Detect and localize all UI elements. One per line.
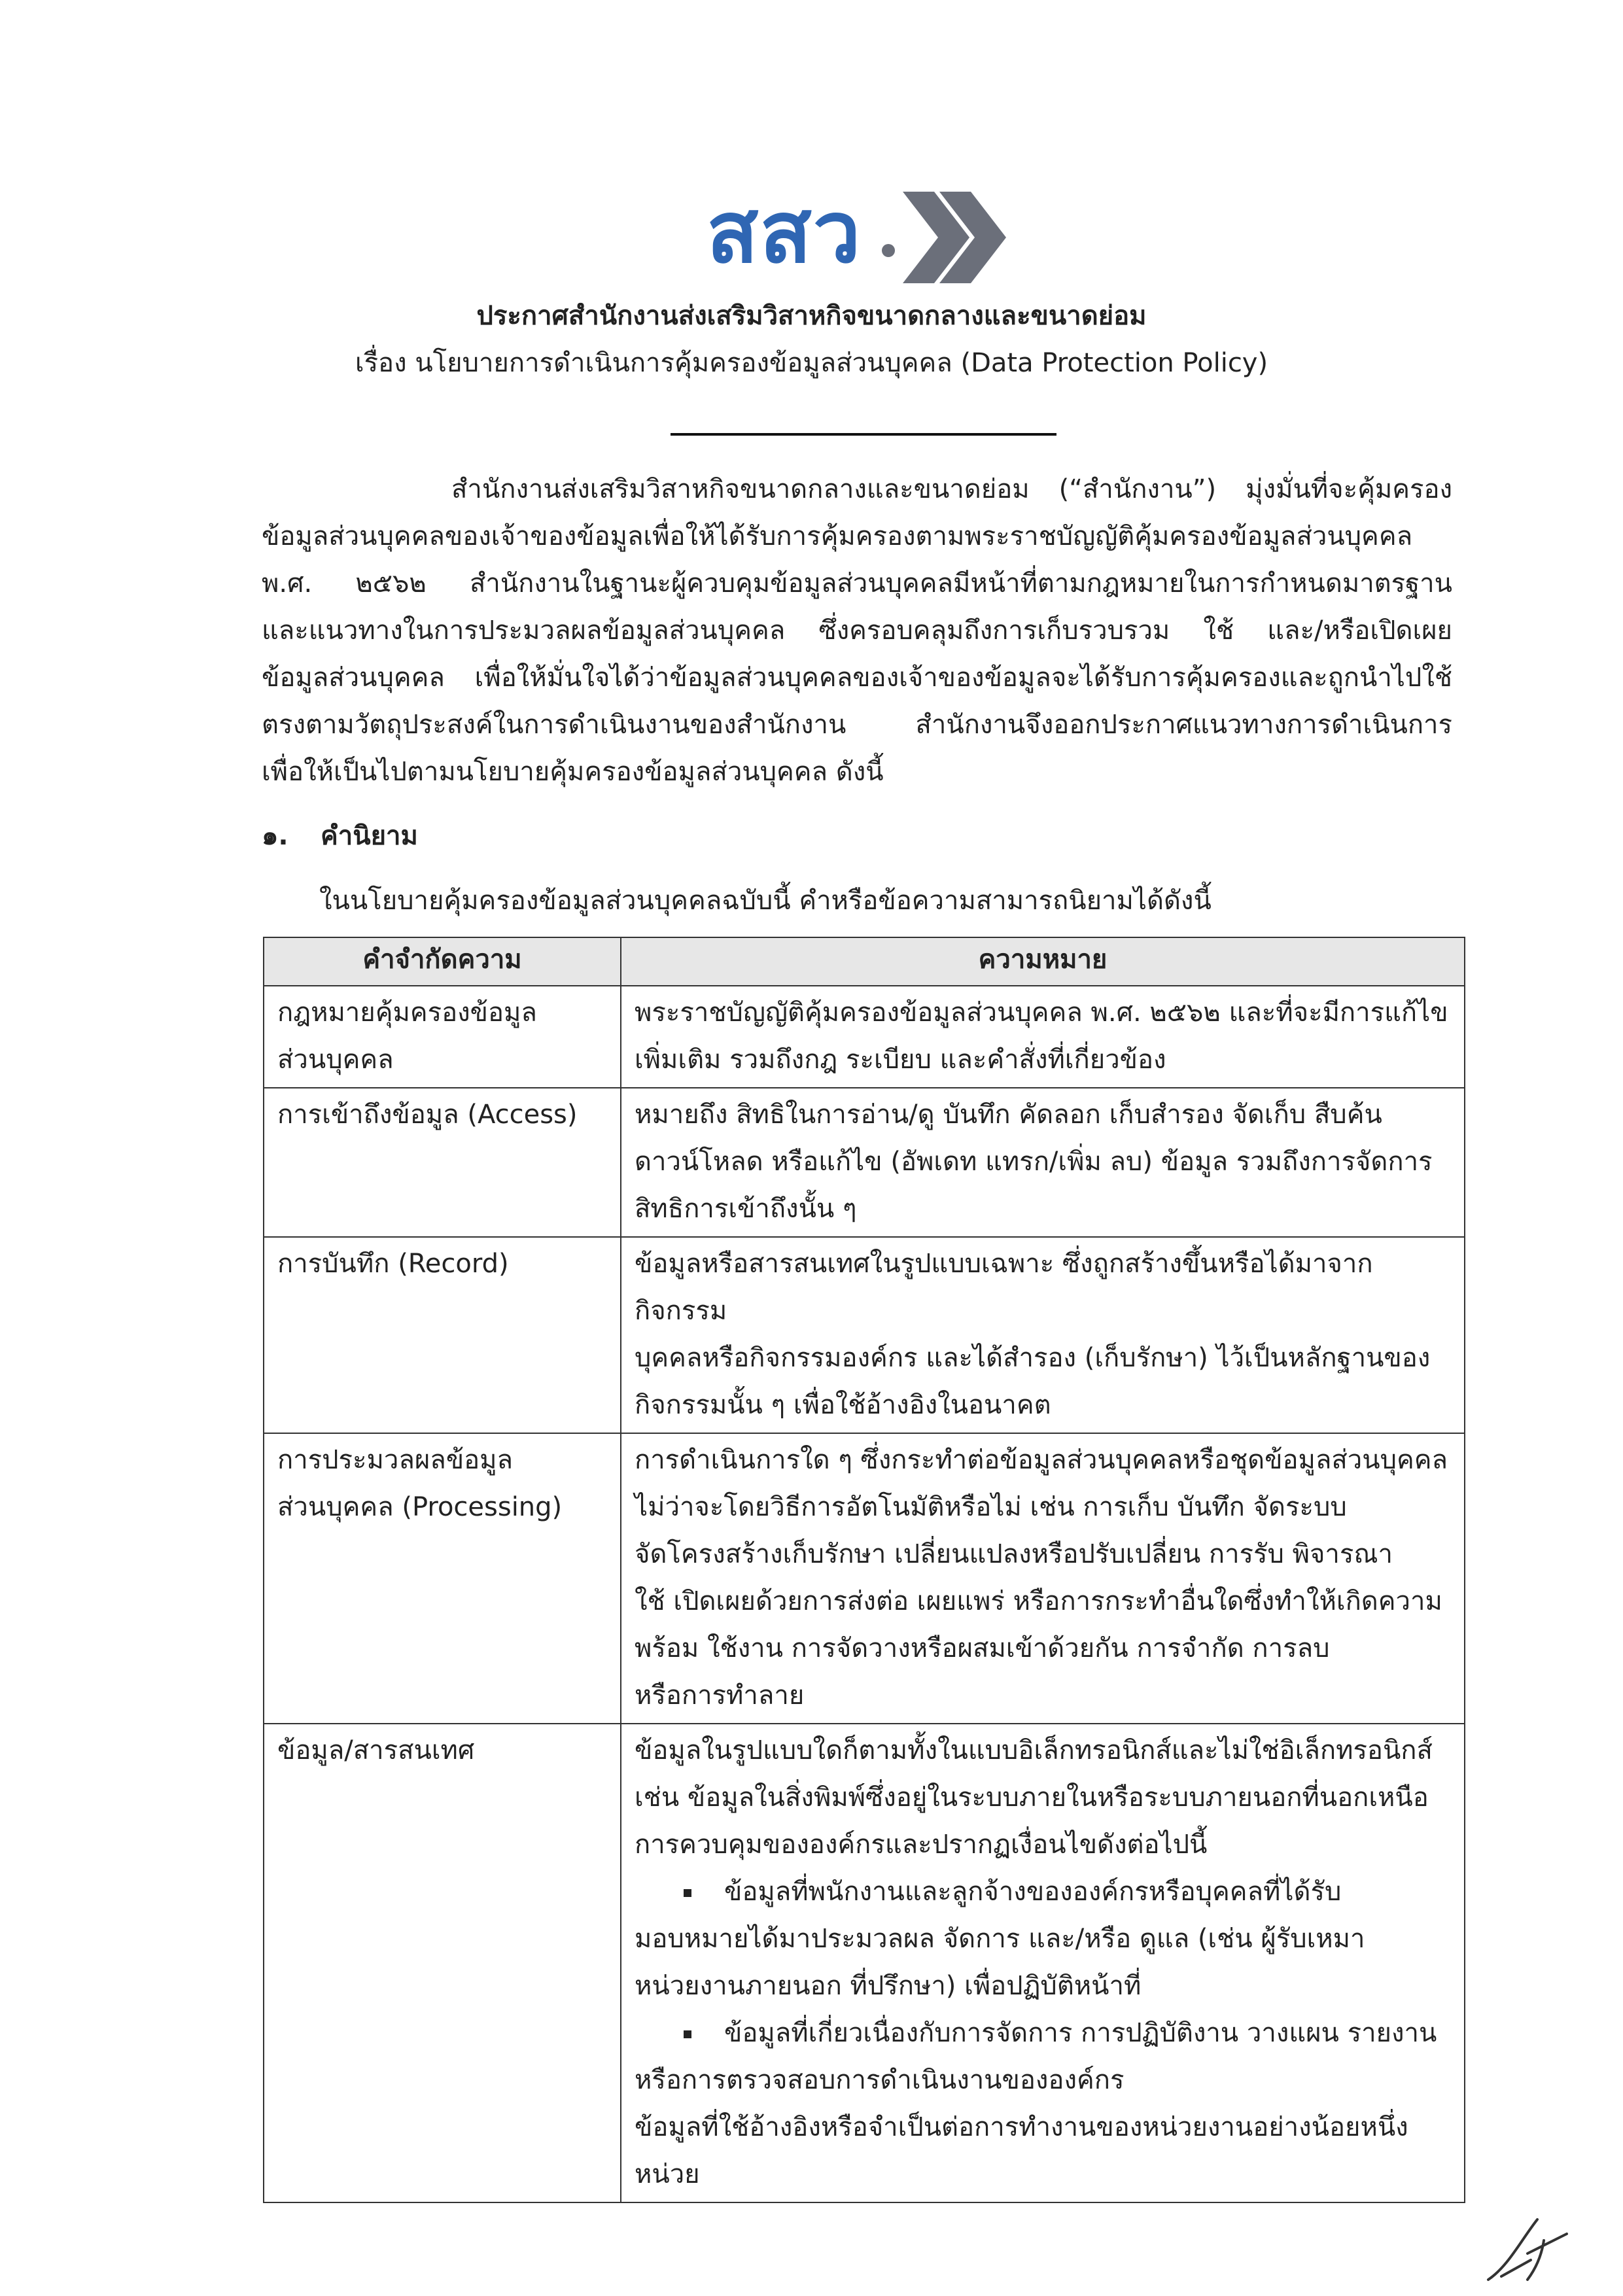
term-cell (264, 1433, 621, 1724)
meaning-line: พระราชบัญญัติคุ้มครองข้อมูลส่วนบุคคล พ.ศ. ๒๕๖๒ และที่จะมีการแก้ไข (635, 998, 1448, 1028)
term-line: การบันทึก (Record) (277, 1249, 509, 1279)
table-row (264, 986, 1465, 1088)
body-line: ข้อมูลส่วนบุคคลของเจ้าของข้อมูลเพื่อให้ได้รับการคุ้มครองตามพระราชบัญญัติคุ้มครองข้อมูลส่วนบุคคล (262, 521, 1413, 551)
meaning-line: หรือการทำลาย (635, 1680, 805, 1711)
meaning-line: หมายถึง สิทธิในการอ่าน/ดู บันทึก คัดลอก เก็บสำรอง จัดเก็บ สืบค้น (635, 1100, 1382, 1130)
meaning-line: พร้อม ใช้งาน การจัดวางหรือผสมเข้าด้วยกัน การจำกัด การลบ (635, 1633, 1330, 1663)
announcement-title: ประกาศสำนักงานส่งเสริมวิสาหกิจขนาดกลางและขนาดย่อม (476, 301, 1147, 331)
body-line: ตรงตามวัตถุประสงค์ในการดำเนินงานของสำนักงาน สำนักงานจึงออกประกาศแนวทางการดำเนินการ (262, 710, 1452, 740)
meaning-line: ใช้ เปิดเผยด้วยการส่งต่อ เผยแพร่ หรือการกระทำอื่นใดซึ่งทำให้เกิดความ (635, 1586, 1442, 1616)
meaning-line: เพิ่มเติม รวมถึงกฎ ระเบียบ และคำสั่งที่เกี่ยวข้อง (635, 1045, 1166, 1075)
sme-office-logo (707, 180, 1014, 285)
bullet-text: ข้อมูลที่เกี่ยวเนื่องกับการจัดการ การปฏิบัติงาน วางแผน รายงาน (724, 2018, 1437, 2048)
logo-wordmark: สสว (707, 183, 862, 282)
meaning-line: มอบหมายได้มาประมวลผล จัดการ และ/หรือ ดูแล (เช่น ผู้รับเหมา (635, 1924, 1365, 1954)
definitions-table (263, 937, 1465, 2203)
term-line: ข้อมูล/สารสนเทศ (277, 1735, 475, 1765)
meaning-line: ไม่ว่าจะโดยวิธีการอัตโนมัติหรือไม่ เช่น การเก็บ บันทึก จัดระบบ (635, 1492, 1347, 1522)
table-row (264, 1724, 1465, 2202)
title-divider (671, 433, 1056, 436)
meaning-line: การดำเนินการใด ๆ ซึ่งกระทำต่อข้อมูลส่วนบุคคลหรือชุดข้อมูลส่วนบุคคล (635, 1445, 1448, 1475)
term-cell (264, 1088, 621, 1237)
meaning-line: หน่วยงานภายนอก ที่ปรึกษา) เพื่อปฏิบัติหน้าที่ (635, 1971, 1142, 2001)
table-row (264, 1088, 1465, 1237)
meaning-cell (621, 1088, 1465, 1237)
meaning-column-header: ความหมาย (621, 937, 1465, 986)
term-cell (264, 1237, 621, 1433)
term-column-header: คำจำกัดความ (264, 937, 621, 986)
term-cell (264, 986, 621, 1088)
meaning-line: สิทธิการเข้าถึงนั้น ๆ (635, 1194, 857, 1224)
table-row (264, 1237, 1465, 1433)
meaning-line: บุคคลหรือกิจกรรมองค์กร และได้สำรอง (เก็บรักษา) ไว้เป็นหลักฐานของ (635, 1343, 1431, 1373)
meaning-line: จัดโครงสร้างเก็บรักษา เปลี่ยนแปลงหรือปรับเปลี่ยน การรับ พิจารณา (635, 1539, 1393, 1569)
handwritten-initial-signature (1482, 2214, 1573, 2286)
section-number: ๑. (262, 821, 288, 851)
section-title: คำนิยาม (321, 821, 418, 851)
square-bullet-icon (684, 2030, 691, 2038)
term-line: การประมวลผลข้อมูล (277, 1445, 514, 1475)
meaning-line: การควบคุมขององค์กรและปรากฏเงื่อนไขดังต่อไปนี้ (635, 1830, 1208, 1860)
term-line: ส่วนบุคคล (277, 1045, 394, 1075)
bullet-item (635, 1868, 1448, 1915)
body-line: และแนวทางในการประมวลผลข้อมูลส่วนบุคคล ซึ่งครอบคลุมถึงการเก็บรวบรวม ใช้ และ/หรือเปิดเผย (262, 616, 1452, 646)
bullet-item (635, 2009, 1448, 2057)
term-line: การเข้าถึงข้อมูล (Access) (277, 1100, 578, 1130)
term-line: กฎหมายคุ้มครองข้อมูล (277, 998, 537, 1028)
meaning-line: กิจกรรมนั้น ๆ เพื่อใช้อ้างอิงในอนาคต (635, 1390, 1051, 1420)
meaning-cell (621, 986, 1465, 1088)
body-line: เพื่อให้เป็นไปตามนโยบายคุ้มครองข้อมูลส่วนบุคคล ดังนี้ (262, 757, 884, 787)
body-line: พ.ศ. ๒๕๖๒ สำนักงานในฐานะผู้ควบคุมข้อมูลส่วนบุคคลมีหน้าที่ตามกฎหมายในการกำหนดมาตรฐาน (262, 568, 1452, 599)
definitions-intro: ในนโยบายคุ้มครองข้อมูลส่วนบุคคลฉบับนี้ คำหรือข้อความสามารถนิยามได้ดังนี้ (319, 886, 1212, 916)
announcement-subject: เรื่อง นโยบายการดำเนินการคุ้มครองข้อมูลส่วนบุคคล (Data Protection Policy) (355, 348, 1268, 378)
meaning-line: ดาวน์โหลด หรือแก้ไข (อัพเดท แทรก/เพิ่ม ลบ) ข้อมูล รวมถึงการจัดการ (635, 1147, 1433, 1177)
section-heading (262, 814, 418, 856)
term-line: ส่วนบุคคล (Processing) (277, 1492, 563, 1522)
double-chevron-right-icon (707, 180, 1014, 285)
meaning-cell (621, 1237, 1465, 1433)
meaning-line: ข้อมูลในรูปแบบใดก็ตามทั้งในแบบอิเล็กทรอนิกส์และไม่ใช่อิเล็กทรอนิกส์ (635, 1735, 1433, 1765)
preamble-paragraph (262, 466, 1452, 795)
body-line: ข้อมูลส่วนบุคคล เพื่อให้มั่นใจได้ว่าข้อมูลส่วนบุคคลของเจ้าของข้อมูลจะได้รับการคุ้มครองและถูกนำไปใช้ (262, 663, 1452, 693)
meaning-cell (621, 1724, 1465, 2202)
meaning-line: หรือการตรวจสอบการดำเนินงานขององค์กร (635, 2065, 1125, 2095)
meaning-line: ข้อมูลหรือสารสนเทศในรูปแบบเฉพาะ ซึ่งถูกสร้างขึ้นหรือได้มาจากกิจกรรม (635, 1249, 1373, 1326)
square-bullet-icon (684, 1889, 691, 1897)
meaning-cell (621, 1433, 1465, 1724)
bullet-text: ข้อมูลที่พนักงานและลูกจ้างขององค์กรหรือบุคคลที่ได้รับ (724, 1877, 1342, 1907)
meaning-line: เช่น ข้อมูลในสิ่งพิมพ์ซึ่งอยู่ในระบบภายในหรือระบบภายนอกที่นอกเหนือ (635, 1783, 1429, 1813)
table-header-row (264, 937, 1465, 986)
meaning-line: ข้อมูลที่ใช้อ้างอิงหรือจำเป็นต่อการทำงานของหน่วยงานอย่างน้อยหนึ่งหน่วย (635, 2112, 1408, 2189)
body-line: สำนักงานส่งเสริมวิสาหกิจขนาดกลางและขนาดย่อม (“สำนักงาน”) มุ่งมั่นที่จะคุ้มครอง (451, 474, 1452, 504)
term-cell (264, 1724, 621, 2202)
table-row (264, 1433, 1465, 1724)
